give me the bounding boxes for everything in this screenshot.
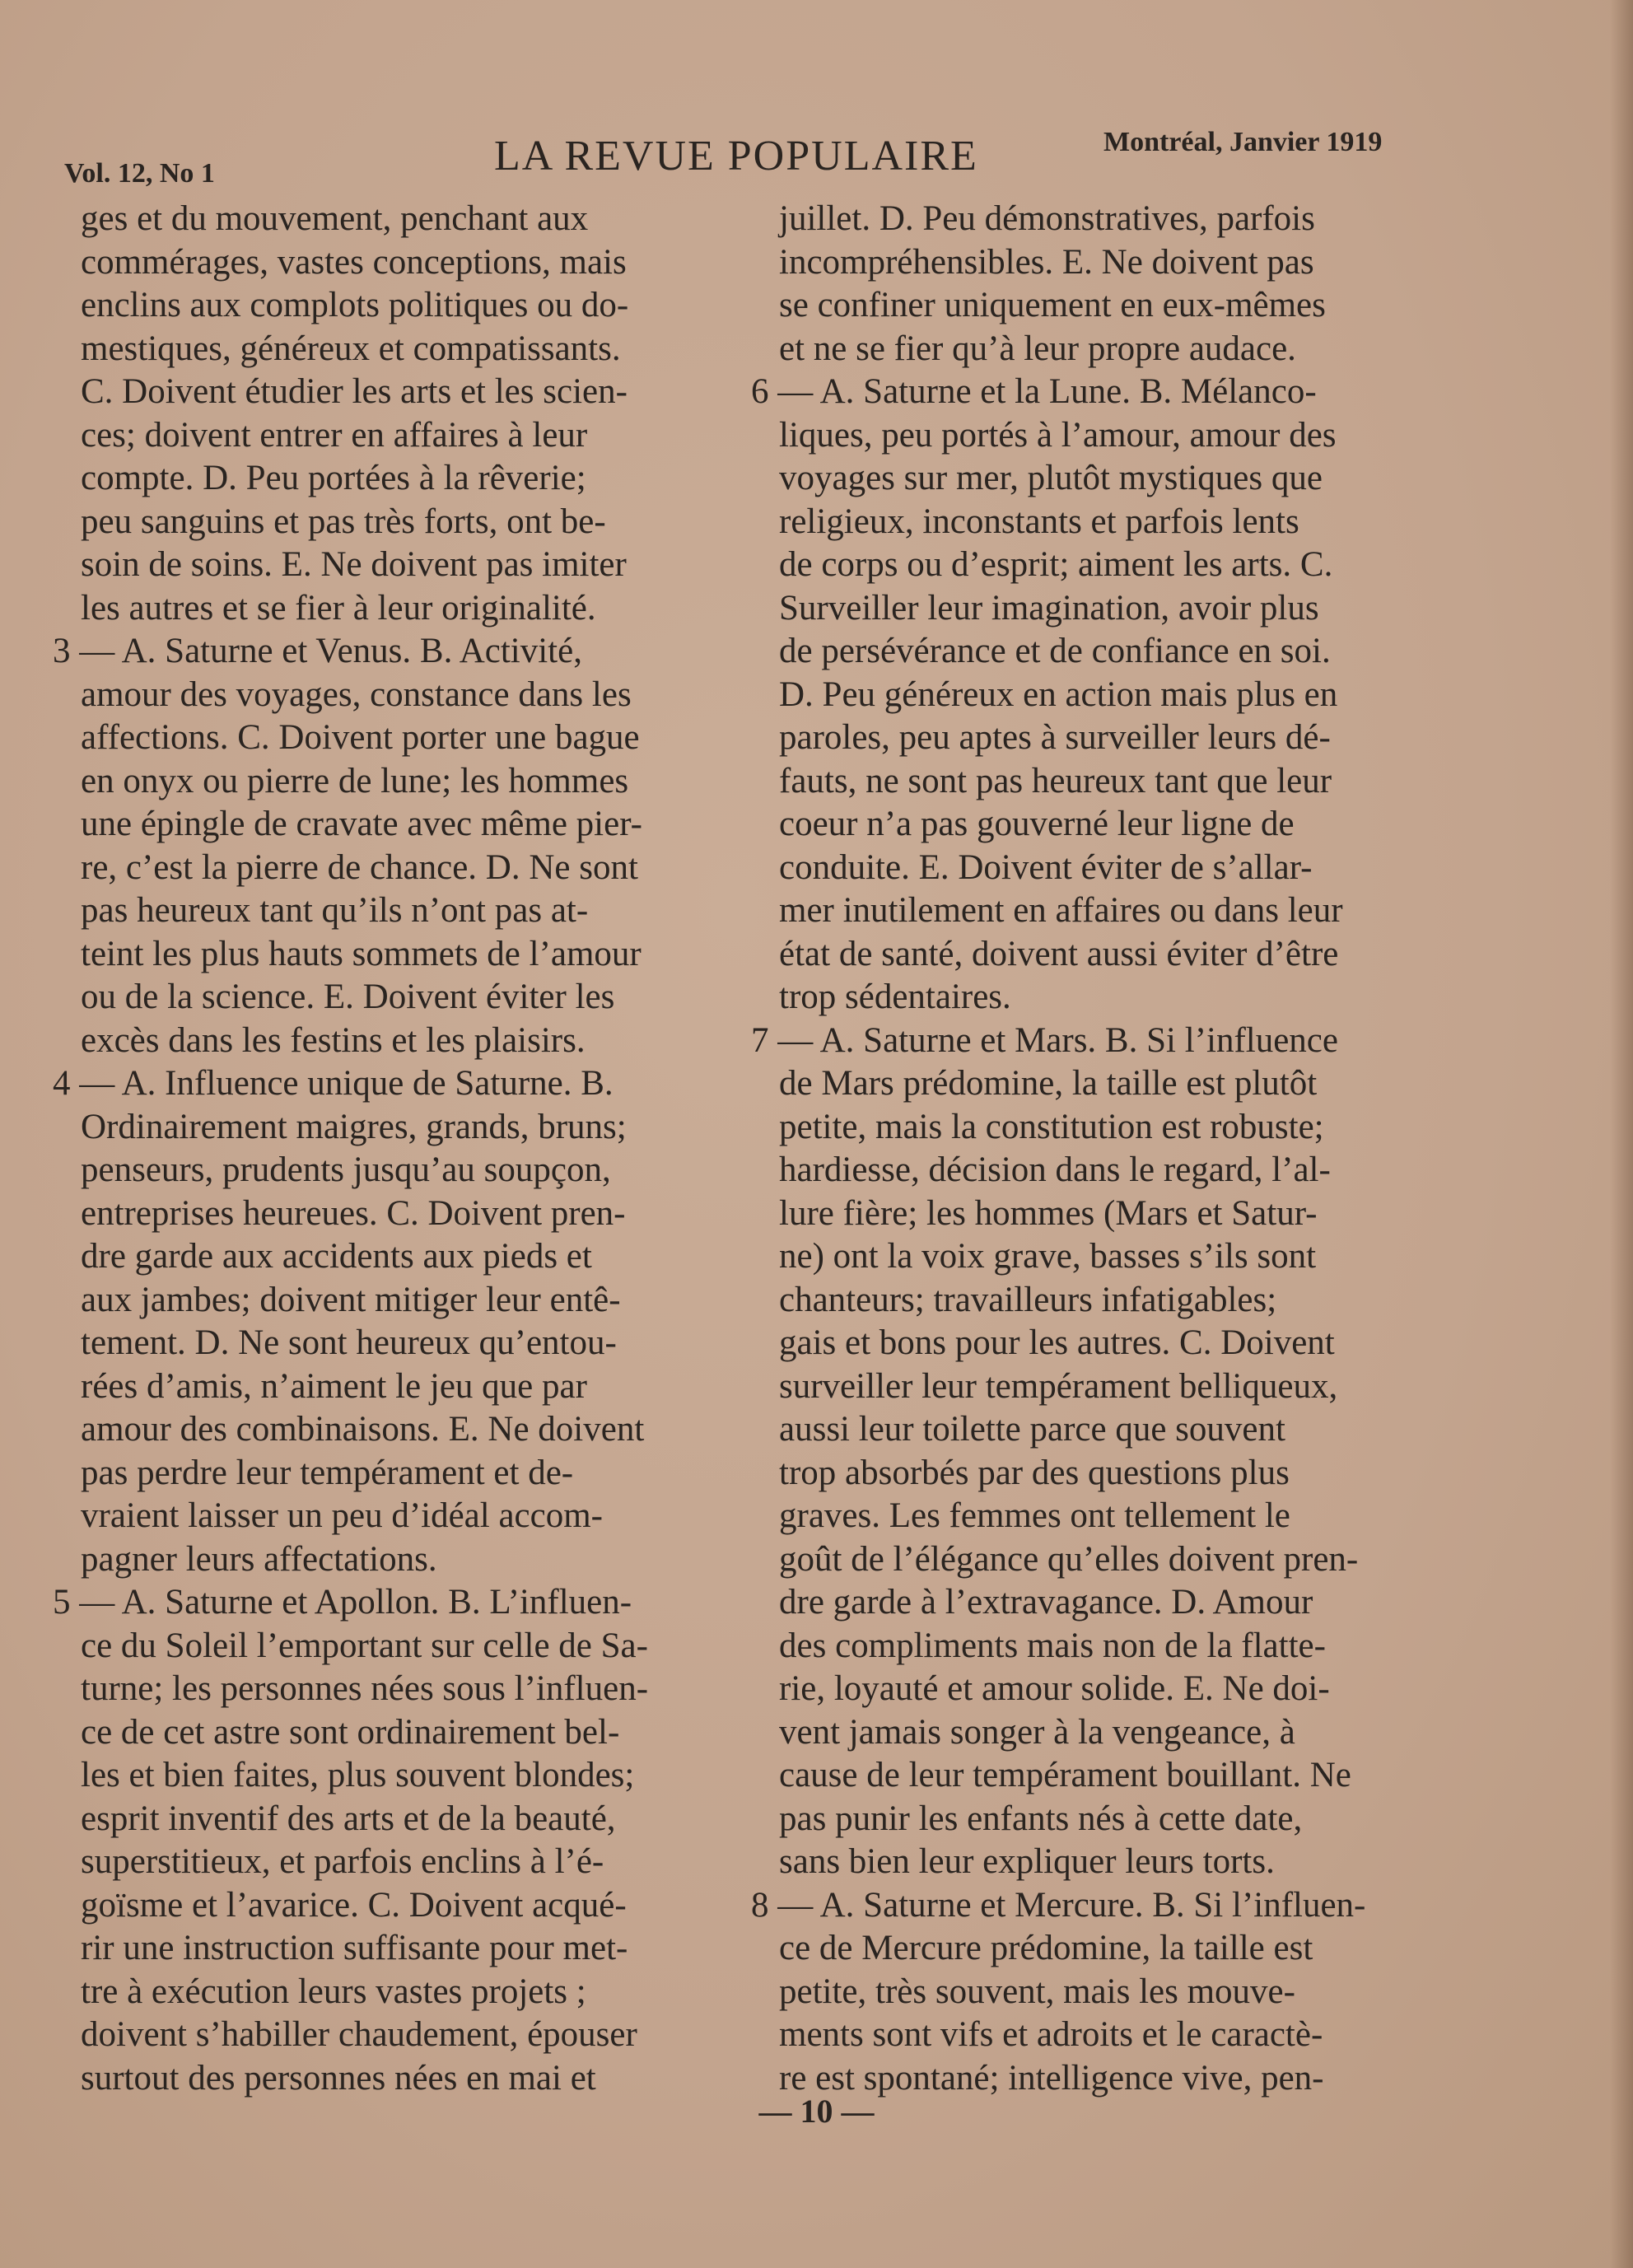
text-line: ce de Mercure prédomine, la taille est bbox=[779, 1929, 1313, 1967]
right-text-column bbox=[751, 198, 1504, 2100]
text-line: amour des combinaisons. E. Ne doivent bbox=[81, 1410, 645, 1449]
text-line: paroles, peu aptes à surveiller leurs dé- bbox=[779, 718, 1331, 757]
text-line: dre garde aux accidents aux pieds et bbox=[81, 1237, 592, 1276]
text-line: surveiller leur tempérament belliqueux, bbox=[779, 1366, 1338, 1406]
text-line: re est spontané; intelligence vive, pen- bbox=[779, 2058, 1324, 2098]
text-line: dre garde à l’extravagance. D. Amour bbox=[779, 1583, 1313, 1622]
text-line: 4 — A. Influence unique de Saturne. B. bbox=[53, 1064, 614, 1103]
text-line: amour des voyages, constance dans les bbox=[81, 674, 632, 714]
text-line: superstitieux, et parfois enclins à l’é- bbox=[81, 1842, 604, 1881]
text-line: vraient laisser un peu d’idéal accom- bbox=[81, 1496, 603, 1535]
page-number: — 10 — bbox=[758, 2093, 875, 2130]
text-line: Surveiller leur imagination, avoir plus bbox=[779, 588, 1319, 628]
text-line: de Mars prédomine, la taille est plutôt bbox=[779, 1064, 1318, 1103]
text-line: teint les plus hauts sommets de l’amour bbox=[81, 934, 642, 973]
text-line: entreprises heureues. C. Doivent pren- bbox=[81, 1193, 626, 1233]
text-line: compte. D. Peu portées à la rêverie; bbox=[81, 459, 586, 497]
text-line: en onyx ou pierre de lune; les hommes bbox=[81, 761, 629, 800]
text-line: une épingle de cravate avec même pier- bbox=[81, 805, 642, 843]
text-line: mestiques, généreux et compatissants. bbox=[81, 329, 621, 368]
text-line: rie, loyauté et amour solide. E. Ne doi- bbox=[779, 1669, 1330, 1708]
text-line: et ne se fier qu’à leur propre audace. bbox=[779, 329, 1296, 368]
text-line: de corps ou d’esprit; aiment les arts. C. bbox=[779, 545, 1333, 584]
text-line: hardiesse, décision dans le regard, l’al- bbox=[779, 1150, 1331, 1189]
text-line: 3 — A. Saturne et Venus. B. Activité, bbox=[53, 632, 582, 670]
text-line: aux jambes; doivent mitiger leur entê- bbox=[81, 1280, 621, 1319]
text-line: cause de leur tempérament bouillant. Ne bbox=[779, 1756, 1351, 1794]
text-line: trop sédentaires. bbox=[779, 978, 1011, 1016]
text-line: Ordinairement maigres, grands, bruns; bbox=[81, 1107, 627, 1146]
text-line: des compliments mais non de la flatte- bbox=[779, 1626, 1326, 1665]
text-line: 8 — A. Saturne et Mercure. B. Si l’influen- bbox=[751, 1885, 1366, 1925]
text-line: ce de cet astre sont ordinairement bel- bbox=[81, 1712, 620, 1752]
text-line: excès dans les festins et les plaisirs. bbox=[81, 1020, 586, 1060]
text-line: penseurs, prudents jusqu’au soupçon, bbox=[81, 1150, 611, 1189]
text-line: sans bien leur expliquer leurs torts. bbox=[779, 1842, 1275, 1881]
text-line: petite, très souvent, mais les mouve- bbox=[779, 1972, 1295, 2011]
text-line: peu sanguins et pas très forts, ont be- bbox=[81, 502, 606, 541]
text-line: doivent s’habiller chaudement, épouser bbox=[81, 2015, 637, 2054]
text-line: juillet. D. Peu démonstratives, parfois bbox=[779, 199, 1315, 238]
text-line: rées d’amis, n’aiment le jeu que par bbox=[81, 1366, 587, 1406]
text-line: religieux, inconstants et parfois lents bbox=[779, 502, 1299, 541]
text-line: goïsme et l’avarice. C. Doivent acqué- bbox=[81, 1885, 627, 1925]
text-line: re, c’est la pierre de chance. D. Ne sont bbox=[81, 847, 638, 887]
text-line: 5 — A. Saturne et Apollon. B. L’influen- bbox=[53, 1583, 632, 1622]
text-line: graves. Les femmes ont tellement le bbox=[779, 1496, 1290, 1535]
page-edge-shadow bbox=[1610, 0, 1633, 2268]
text-line: pagner leurs affectations. bbox=[81, 1539, 437, 1579]
text-line: ges et du mouvement, penchant aux bbox=[81, 199, 589, 238]
left-text-column bbox=[53, 198, 797, 2100]
publication-title: LA REVUE POPULAIRE bbox=[494, 133, 978, 180]
text-line: vent jamais songer à la vengeance, à bbox=[779, 1712, 1295, 1752]
text-line: ou de la science. E. Doivent éviter les bbox=[81, 978, 615, 1016]
text-line: aussi leur toilette parce que souvent bbox=[779, 1410, 1285, 1449]
text-line: conduite. E. Doivent éviter de s’allar- bbox=[779, 847, 1313, 887]
text-line: les et bien faites, plus souvent blondes; bbox=[81, 1756, 635, 1794]
text-line: ments sont vifs et adroits et le caractè- bbox=[779, 2015, 1323, 2054]
text-line: mer inutilement en affaires ou dans leur bbox=[779, 891, 1343, 930]
issue-date: Montréal, Janvier 1919 bbox=[1103, 127, 1383, 157]
text-line: pas heureux tant qu’ils n’ont pas at- bbox=[81, 891, 589, 930]
text-line: affections. C. Doivent porter une bague bbox=[81, 718, 640, 757]
text-line: commérages, vastes conceptions, mais bbox=[81, 242, 627, 282]
text-line: liques, peu portés à l’amour, amour des bbox=[779, 415, 1337, 455]
text-line: pas punir les enfants nés à cette date, bbox=[779, 1799, 1303, 1838]
text-line: petite, mais la constitution est robuste; bbox=[779, 1107, 1324, 1146]
text-line: rir une instruction suffisante pour met- bbox=[81, 1929, 628, 1967]
text-line: ce du Soleil l’emportant sur celle de Sa- bbox=[81, 1626, 648, 1665]
text-line: fauts, ne sont pas heureux tant que leur bbox=[779, 761, 1332, 800]
volume-number: Vol. 12, No 1 bbox=[64, 158, 215, 189]
text-line: esprit inventif des arts et de la beauté, bbox=[81, 1799, 616, 1838]
running-header bbox=[0, 115, 1633, 189]
text-line: chanteurs; travailleurs infatigables; bbox=[779, 1280, 1277, 1319]
text-line: surtout des personnes nées en mai et bbox=[81, 2058, 596, 2098]
text-line: turne; les personnes nées sous l’influen- bbox=[81, 1669, 649, 1708]
text-line: tre à exécution leurs vastes projets ; bbox=[81, 1972, 586, 2011]
text-line: 7 — A. Saturne et Mars. B. Si l’influence bbox=[751, 1020, 1338, 1060]
text-line: ces; doivent entrer en affaires à leur bbox=[81, 415, 588, 455]
text-line: voyages sur mer, plutôt mystiques que bbox=[779, 459, 1323, 497]
text-line: de persévérance et de confiance en soi. bbox=[779, 632, 1331, 670]
text-line: goût de l’élégance qu’elles doivent pren- bbox=[779, 1539, 1359, 1579]
text-line: les autres et se fier à leur originalité. bbox=[81, 588, 596, 628]
text-line: soin de soins. E. Ne doivent pas imiter bbox=[81, 545, 627, 584]
text-line: gais et bons pour les autres. C. Doivent bbox=[779, 1323, 1335, 1362]
text-line: 6 — A. Saturne et la Lune. B. Mélanco- bbox=[751, 372, 1317, 411]
text-line: se confiner uniquement en eux-mêmes bbox=[779, 286, 1326, 324]
text-line: D. Peu généreux en action mais plus en bbox=[779, 674, 1338, 714]
text-line: coeur n’a pas gouverné leur ligne de bbox=[779, 805, 1295, 843]
text-line: ne) ont la voix grave, basses s’ils sont bbox=[779, 1237, 1317, 1276]
text-line: tement. D. Ne sont heureux qu’entou- bbox=[81, 1323, 617, 1362]
text-line: lure fière; les hommes (Mars et Satur- bbox=[779, 1193, 1318, 1233]
text-line: trop absorbés par des questions plus bbox=[779, 1453, 1290, 1492]
text-line: pas perdre leur tempérament et de- bbox=[81, 1453, 574, 1492]
text-line: C. Doivent étudier les arts et les scien- bbox=[81, 372, 628, 411]
text-line: enclins aux complots politiques ou do- bbox=[81, 286, 629, 324]
text-line: état de santé, doivent aussi éviter d’être bbox=[779, 934, 1339, 973]
text-line: incompréhensibles. E. Ne doivent pas bbox=[779, 242, 1314, 282]
